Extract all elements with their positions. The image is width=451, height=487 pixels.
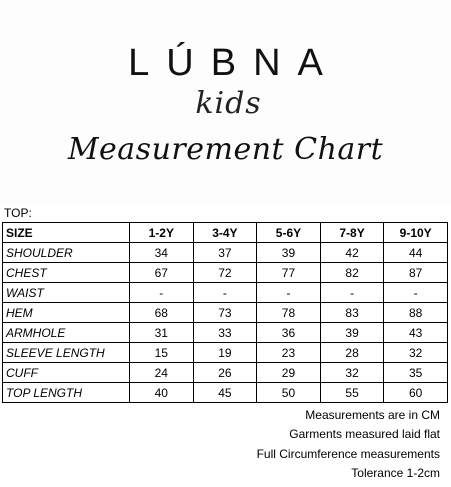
table-cell: - bbox=[130, 283, 194, 303]
table-row bbox=[3, 363, 448, 383]
table-cell: 68 bbox=[130, 303, 194, 323]
measurement-notes bbox=[257, 406, 440, 483]
table-cell: 78 bbox=[257, 303, 321, 323]
table-cell: 24 bbox=[130, 363, 194, 383]
table-row bbox=[3, 323, 448, 343]
row-label: TOP LENGTH bbox=[3, 383, 130, 403]
table-cell: 39 bbox=[257, 243, 321, 263]
row-label: SLEEVE LENGTH bbox=[3, 343, 130, 363]
table-cell: 55 bbox=[320, 383, 384, 403]
measurement-table bbox=[2, 222, 448, 403]
note-line: Full Circumference measurements bbox=[256, 446, 440, 461]
column-header-size: SIZE bbox=[3, 223, 130, 243]
column-header: 1-2Y bbox=[130, 223, 194, 243]
row-label: SHOULDER bbox=[3, 243, 130, 263]
table-cell: 23 bbox=[257, 343, 321, 363]
table-cell: 50 bbox=[257, 383, 321, 403]
brand-subline: kids bbox=[195, 86, 262, 121]
column-header: 9-10Y bbox=[384, 223, 448, 243]
table-cell: - bbox=[320, 283, 384, 303]
table-cell: 72 bbox=[193, 263, 257, 283]
row-label: CUFF bbox=[3, 363, 130, 383]
brand-header bbox=[0, 0, 451, 205]
table-body bbox=[3, 243, 448, 403]
column-header: 7-8Y bbox=[320, 223, 384, 243]
table-cell: 87 bbox=[384, 263, 448, 283]
page-title: Measurement Chart bbox=[67, 132, 384, 167]
row-label: CHEST bbox=[3, 263, 130, 283]
table-cell: - bbox=[193, 283, 257, 303]
table-row bbox=[3, 243, 448, 263]
table-cell: 33 bbox=[193, 323, 257, 343]
table-cell: 19 bbox=[193, 343, 257, 363]
table-cell: 88 bbox=[384, 303, 448, 323]
column-header: 5-6Y bbox=[257, 223, 321, 243]
note-line: Measurements are in CM bbox=[305, 408, 440, 422]
table-cell: 26 bbox=[193, 363, 257, 383]
table-row bbox=[3, 343, 448, 363]
table-cell: 40 bbox=[130, 383, 194, 403]
table-cell: 42 bbox=[320, 243, 384, 263]
table-cell: 45 bbox=[193, 383, 257, 403]
table-cell: 36 bbox=[257, 323, 321, 343]
note-line: Tolerance 1-2cm bbox=[351, 465, 440, 480]
note-line: Garments measured laid flat bbox=[289, 427, 440, 442]
table-cell: 60 bbox=[384, 383, 448, 403]
table-header-row bbox=[3, 223, 448, 243]
table-cell: 82 bbox=[320, 263, 384, 283]
table-cell: 77 bbox=[257, 263, 321, 283]
table-cell: 35 bbox=[384, 363, 448, 383]
table-cell: - bbox=[384, 283, 448, 303]
table-cell: 37 bbox=[193, 243, 257, 263]
table-cell: 44 bbox=[384, 243, 448, 263]
section-label: TOP: bbox=[4, 206, 32, 220]
table-cell: 34 bbox=[130, 243, 194, 263]
table-cell: 28 bbox=[320, 343, 384, 363]
table-cell: 39 bbox=[320, 323, 384, 343]
table-cell: 31 bbox=[130, 323, 194, 343]
table-row bbox=[3, 283, 448, 303]
table-cell: 15 bbox=[130, 343, 194, 363]
table-cell: 83 bbox=[320, 303, 384, 323]
table-row bbox=[3, 263, 448, 283]
table-row bbox=[3, 303, 448, 323]
row-label: HEM bbox=[3, 303, 130, 323]
table-row bbox=[3, 383, 448, 403]
table-cell: 43 bbox=[384, 323, 448, 343]
table-cell: 73 bbox=[193, 303, 257, 323]
table-cell: 32 bbox=[384, 343, 448, 363]
table-cell: 32 bbox=[320, 363, 384, 383]
table-cell: 67 bbox=[130, 263, 194, 283]
table-cell: 29 bbox=[257, 363, 321, 383]
row-label: WAIST bbox=[3, 283, 130, 303]
table-cell: - bbox=[257, 283, 321, 303]
brand-logo: LÚBNA bbox=[128, 42, 340, 84]
column-header: 3-4Y bbox=[193, 223, 257, 243]
row-label: ARMHOLE bbox=[3, 323, 130, 343]
